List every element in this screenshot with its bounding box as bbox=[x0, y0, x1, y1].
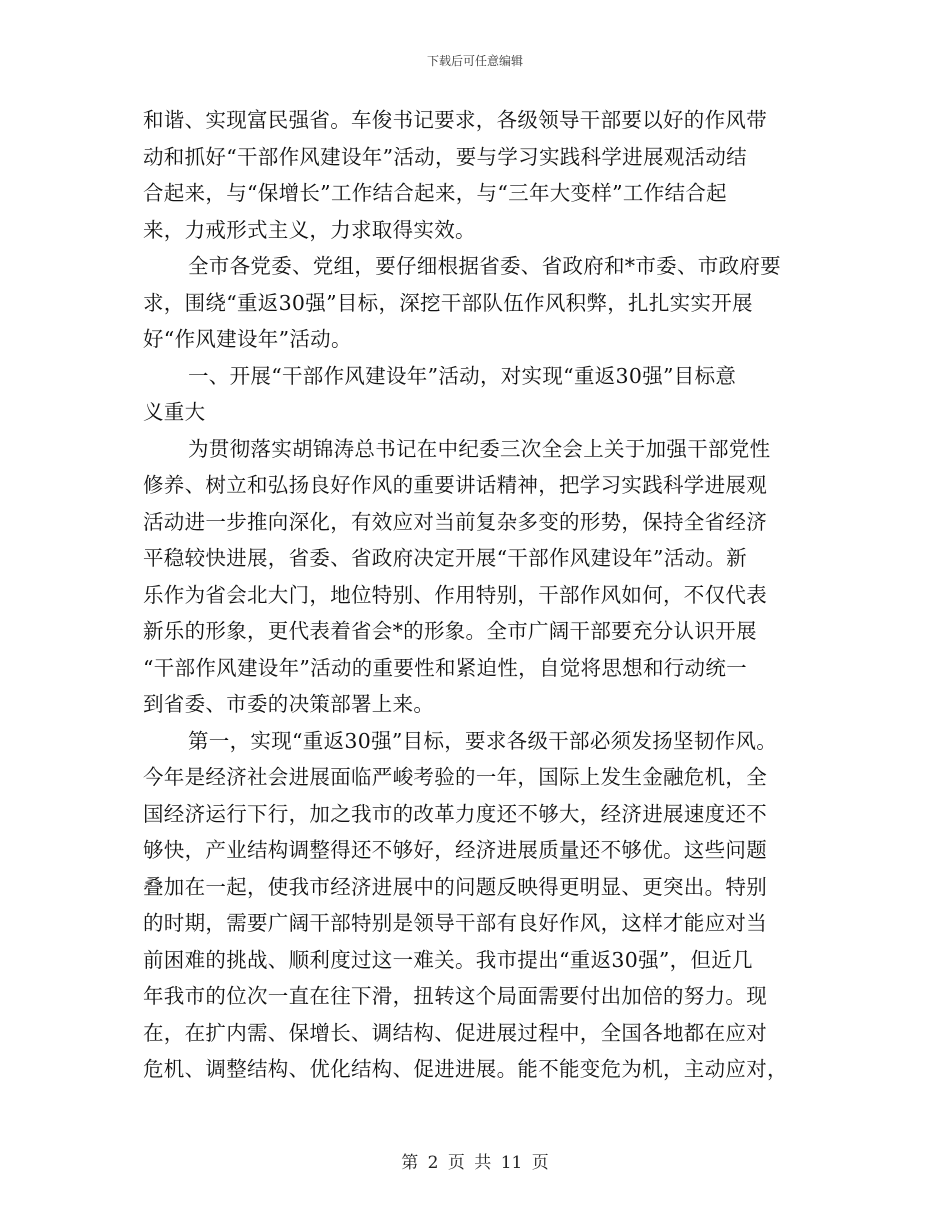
text-line: “干部作风建设年”活动的重要性和紧迫性，自觉将思想和行动统一 bbox=[143, 655, 747, 680]
paragraph-first-line: 第一，实现“重返30强”目标，要求各级干部必须发扬坚韧作风。 bbox=[188, 728, 778, 753]
text-line: 平稳较快进展，省委、省政府决定开展“干部作风建设年”活动。新 bbox=[143, 546, 747, 570]
page-header: 下载后可任意编辑 bbox=[426, 54, 523, 68]
text-line: 在，在扩内需、保增长、调结构、促进展过程中，全国各地都在应对 bbox=[143, 1020, 767, 1045]
text-line: 叠加在一起，使我市经济进展中的问题反映得更明显、更突出。特别 bbox=[143, 874, 767, 899]
text-line: 前困难的挑战、顺利度过这一难关。我市提出“重返30强”，但近几 bbox=[143, 947, 753, 972]
document-body bbox=[143, 102, 809, 1088]
text-line: 来，力戒形式主义，力求取得实效。 bbox=[143, 217, 476, 242]
paragraph-first-line: 全市各党委、党组，要仔细根据省委、省政府和*市委、市政府要 bbox=[188, 254, 781, 278]
text-line: 合起来，与“保增长”工作结合起来，与“三年大变样”工作结合起 bbox=[143, 181, 727, 205]
text-line: 的时期，需要广阔干部特别是领导干部有良好作风，这样才能应对当 bbox=[143, 911, 767, 935]
text-line: 国经济运行下行，加之我市的改革力度还不够大，经济进展速度还不 bbox=[143, 801, 767, 826]
text-line: 修养、树立和弘扬良好作风的重要讲话精神，把学习实践科学进展观 bbox=[143, 473, 767, 497]
text-line: 和谐、实现富民强省。车俊书记要求，各级领导干部要以好的作风带 bbox=[143, 108, 767, 132]
text-line: 够快，产业结构调整得还不够好，经济进展质量还不够优。这些问题 bbox=[143, 838, 767, 862]
text-line: 今年是经济社会进展面临严峻考验的一年，国际上发生金融危机，全 bbox=[143, 765, 767, 789]
paragraph-first-line: 为贯彻落实胡锦涛总书记在中纪委三次全会上关于加强干部党性 bbox=[188, 436, 771, 461]
text-line: 活动进一步推向深化，有效应对当前复杂多变的形势，保持全省经济 bbox=[143, 509, 767, 534]
section-heading-line: 一、开展“干部作风建设年”活动，对实现“重返30强”目标意 bbox=[188, 363, 737, 388]
text-line: 乐作为省会北大门，地位特别、作用特别，干部作风如何，不仅代表 bbox=[143, 582, 767, 607]
text-line: 新乐的形象，更代表着省会*的形象。全市广阔干部要充分认识开展 bbox=[143, 619, 757, 643]
text-line: 危机、调整结构、优化结构、促进进展。能不能变危为机，主动应对， bbox=[143, 1057, 788, 1081]
text-line: 到省委、市委的决策部署上来。 bbox=[143, 692, 435, 716]
text-line: 好“作风建设年”活动。 bbox=[143, 327, 352, 351]
page-number-footer: 第 2 页 共 11 页 bbox=[401, 1153, 549, 1173]
text-line: 年我市的位次一直在往下滑，扭转这个局面需要付出加倍的努力。现 bbox=[143, 984, 767, 1008]
text-line: 求，围绕“重返30强”目标，深挖干部队伍作风积弊，扎扎实实开展 bbox=[143, 290, 753, 315]
section-heading-line: 义重大 bbox=[143, 400, 206, 424]
text-line: 动和抓好“干部作风建设年”活动，要与学习实践科学进展观活动结 bbox=[143, 144, 747, 169]
